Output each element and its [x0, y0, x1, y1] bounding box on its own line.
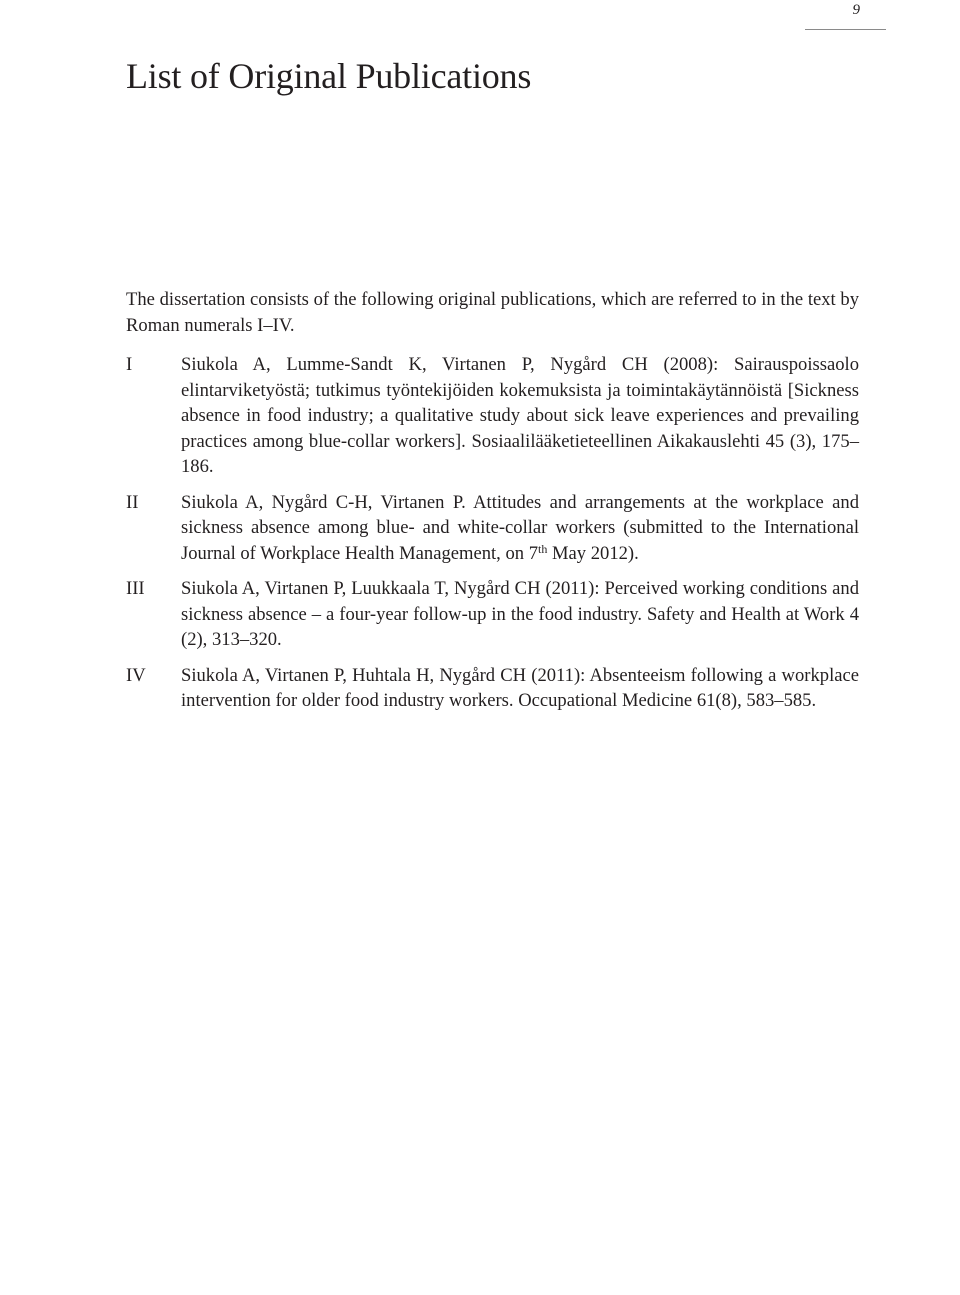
publication-item-iv [126, 663, 859, 714]
publication-citation: Siukola A, Virtanen P, Huhtala H, Nygård CH (2011): Absenteeism following a workplace intervention for older food industry workers. Occupational Medicine 61(8), 583–585. [181, 664, 859, 711]
publication-list [126, 352, 859, 724]
publication-item-i [126, 352, 859, 480]
publication-citation: Siukola A, Lumme-Sandt K, Virtanen P, Nygård CH (2008): Sairauspoissaolo elintarviketyöstä; tutkimus työntekijöiden kokemuksista ja toimintakäytännöistä [Sickness absence in food industry; a qualitative study about sick leave experiences and prevailing practices among blue-collar workers]. Sosiaalilääketieteellinen Aikakauslehti 45 (3), 175–186. [181, 354, 859, 477]
publication-citation [181, 492, 859, 564]
publication-item-iii [126, 576, 859, 653]
ordinal-superscript: th [538, 541, 548, 556]
publication-numeral: II [126, 491, 139, 513]
publication-numeral: III [126, 578, 145, 599]
publication-item-ii [126, 490, 859, 567]
page-number: 9 [805, 0, 886, 30]
intro-paragraph: The dissertation consists of the following original publications, which are referred to in the text by Roman numerals I–IV. [126, 289, 859, 336]
publication-citation: Siukola A, Virtanen P, Luukkaala T, Nygård CH (2011): Perceived working conditions and sickness absence – a four-year follow-up in the food industry. Safety and Health at Work 4 (2), 313–320. [181, 578, 859, 650]
publication-numeral: I [126, 354, 133, 375]
publication-numeral: IV [126, 664, 146, 686]
citation-text-before: Siukola A, Nygård C-H, Virtanen P. Attitudes and arrangements at the workplace and sickness absence among blue- and white-collar workers (submitted to the International Journal of Workplace Health Management, on 7 [181, 491, 859, 564]
page-title: List of Original Publications [126, 56, 532, 96]
citation-text-after: May 2012). [547, 542, 639, 564]
